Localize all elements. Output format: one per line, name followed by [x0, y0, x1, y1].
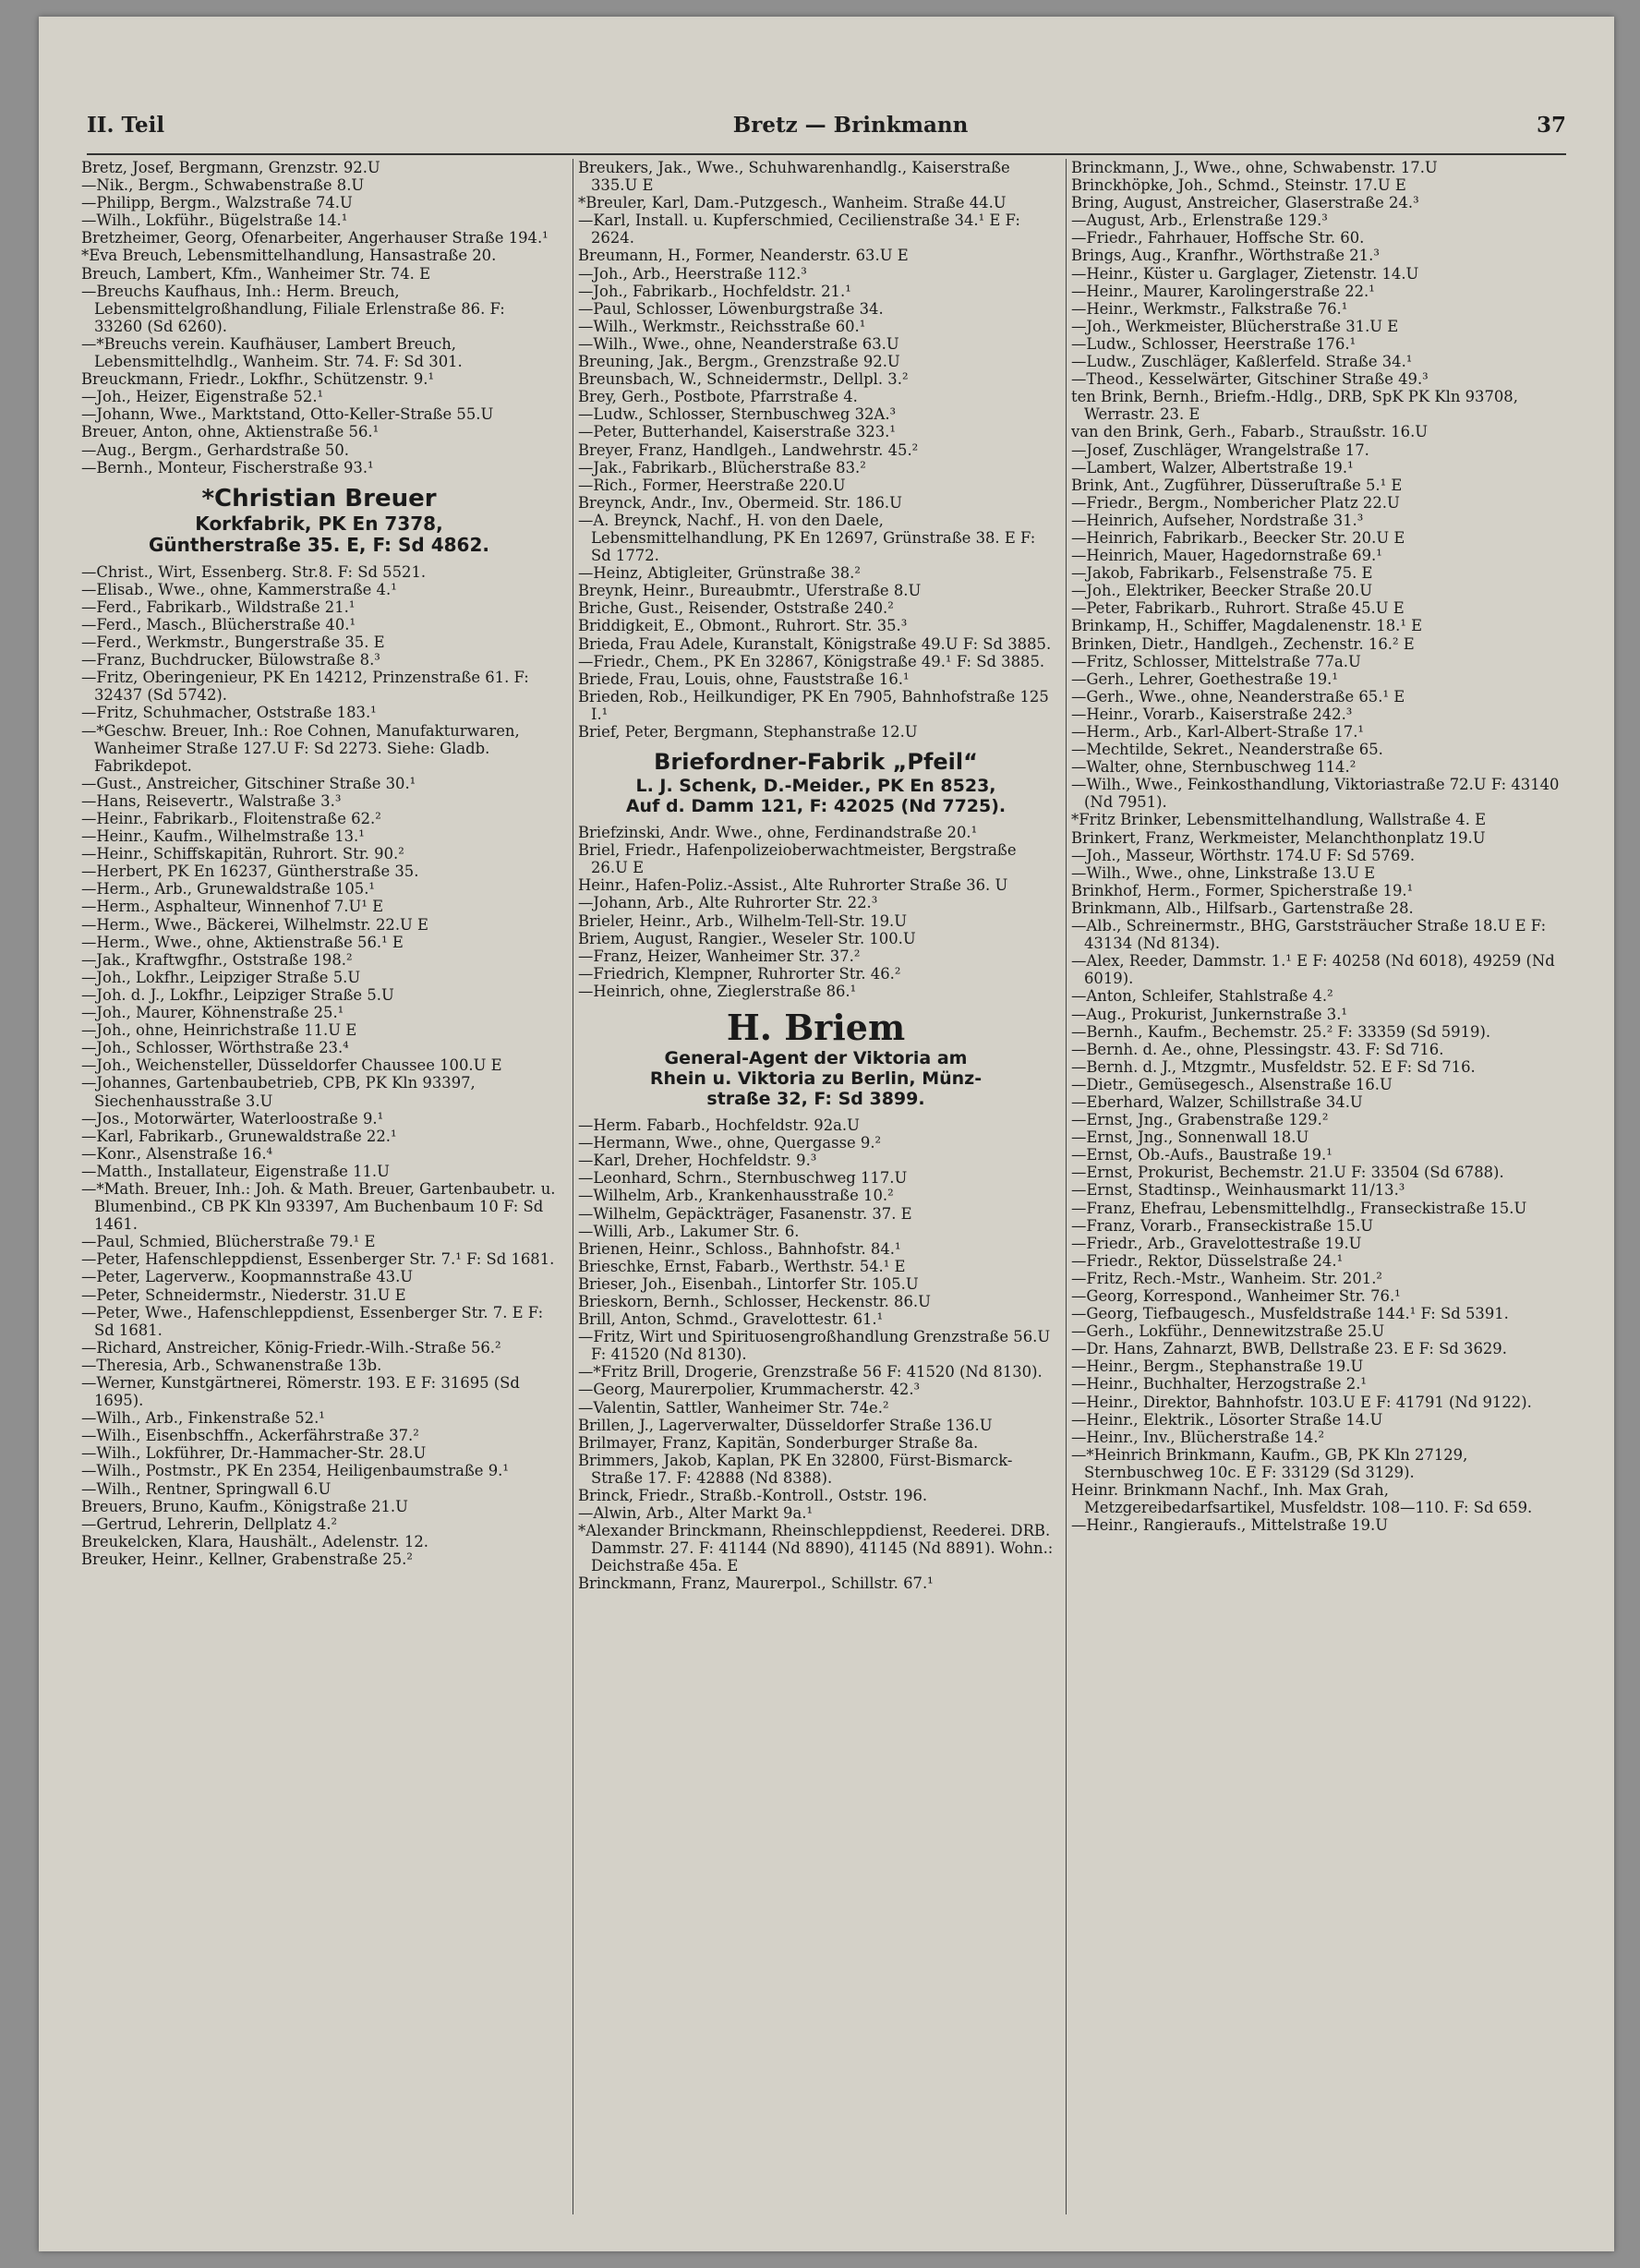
- directory-entry: —Fritz, Rech.-Mstr., Wanheim. Str. 201.²: [1071, 1269, 1382, 1287]
- directory-entry: —Heinr., Vorarb., Kaiserstraße 242.³: [1071, 705, 1353, 723]
- directory-entry: —Franz, Buchdrucker, Bülowstraße 8.³: [81, 651, 380, 670]
- directory-entry: —Heinr., Küster u. Garglager, Zietenstr. 14.U: [1071, 264, 1419, 283]
- ad-line: Auf d. Damm 121, F: 42025 (Nd 7725).: [625, 796, 1007, 817]
- directory-entry: —Bernh. d. J., Mtzgmtr., Musfeldstr. 52. E F: Sd 716.: [1071, 1057, 1476, 1076]
- directory-entry: —Wilh., Lokführer, Dr.-Hammacher-Str. 28.U: [81, 1444, 427, 1463]
- directory-entry: Breuers, Bruno, Kaufm., Königstraße 21.U: [81, 1497, 408, 1515]
- directory-entry: —Joh., Lokfhr., Leipziger Straße 5.U: [81, 968, 361, 986]
- directory-entry: —Heinrich, Aufseher, Nordstraße 31.³: [1071, 511, 1364, 529]
- directory-entry: —Bernh., Kaufm., Bechemstr. 25.² F: 33359 (Sd 5919).: [1071, 1022, 1491, 1041]
- directory-entry: Brieler, Heinr., Arb., Wilhelm-Tell-Str. 19.U: [578, 911, 908, 930]
- directory-entry: —Elisab., Wwe., ohne, Kammerstraße 4.¹: [81, 580, 397, 598]
- directory-entry: —Konr., Alsenstraße 16.⁴: [81, 1144, 273, 1163]
- directory-entry: —Johann, Wwe., Marktstand, Otto-Keller-Straße 55.U: [81, 405, 494, 424]
- directory-entry: —Ludw., Schlosser, Sternbuschweg 32A.³: [578, 405, 897, 424]
- directory-entry: —Eberhard, Walzer, Schillstraße 34.U: [1071, 1092, 1363, 1111]
- directory-entry: —Heinr., Buchhalter, Herzogstraße 2.¹: [1071, 1375, 1367, 1393]
- directory-entry: Brieden, Rob., Heilkundiger, PK En 7905, Bahnhofstraße 125 I.¹: [578, 687, 1049, 723]
- directory-entry: —Wilh., Wwe., ohne, Linkstraße 13.U E: [1071, 863, 1376, 882]
- directory-entry: —Friedr., Bergm., Nombericher Platz 22.U: [1071, 493, 1400, 512]
- directory-entry: Brill, Anton, Schmd., Gravelottestr. 61.¹: [578, 1310, 884, 1329]
- directory-entry: —Joh., Masseur, Wörthstr. 174.U F: Sd 5769.: [1071, 846, 1416, 864]
- directory-entry: Brinken, Dietr., Handlgeh., Zechenstr. 16.² E: [1071, 634, 1415, 653]
- directory-entry: —Willi, Arb., Lakumer Str. 6.: [578, 1222, 800, 1240]
- directory-entry: —Wilh., Werkmstr., Reichsstraße 60.¹: [578, 317, 866, 335]
- directory-entry: Breuning, Jak., Bergm., Grenzstraße 92.U: [578, 353, 900, 371]
- directory-entry: —Dietr., Gemüsegesch., Alsenstraße 16.U: [1071, 1075, 1393, 1093]
- directory-entry: —Joh., Heizer, Eigenstraße 52.¹: [81, 388, 324, 406]
- directory-entry: *Alexander Brinckmann, Rheinschleppdienst, Reederei. DRB. Dammstr. 27. F: 41144 (Nd 8890), 41145 (Nd 8891). Wohn.: Deichstraße 45a. E: [578, 1522, 1054, 1575]
- ad-line: General-Agent der Viktoria am: [664, 1048, 968, 1069]
- directory-entry: —Gerh., Wwe., ohne, Neanderstraße 65.¹ E: [1071, 687, 1405, 706]
- directory-entry: Breuch, Lambert, Kfm., Wanheimer Str. 74. E: [81, 264, 431, 283]
- directory-entry: —Breuchs Kaufhaus, Inh.: Herm. Breuch, Lebensmittelgroßhandlung, Filiale Erlenstraße 86. F: 33260 (Sd 6260).: [81, 282, 505, 335]
- directory-entry: —Jak., Fabrikarb., Blücherstraße 83.²: [578, 458, 866, 477]
- directory-entry: —Jakob, Fabrikarb., Felsenstraße 75. E: [1071, 564, 1373, 583]
- directory-entry: —Karl, Dreher, Hochfeldstr. 9.³: [578, 1152, 817, 1170]
- directory-entry: —Franz, Heizer, Wanheimer Str. 37.²: [578, 947, 861, 965]
- directory-entry: —Peter, Butterhandel, Kaiserstraße 323.¹: [578, 423, 896, 441]
- directory-entry: —Heinrich, ohne, Zieglerstraße 86.¹: [578, 982, 857, 1000]
- directory-entry: —Ernst, Jng., Sonnenwall 18.U: [1071, 1128, 1309, 1147]
- directory-entry: —Joh., Arb., Heerstraße 112.³: [578, 264, 807, 283]
- directory-entry: —Friedr., Chem., PK En 32867, Königstraße 49.¹ F: Sd 3885.: [578, 652, 1045, 670]
- directory-entry: —Wilh., Wwe., ohne, Neanderstraße 63.U: [578, 334, 899, 353]
- directory-entry: Brey, Gerh., Postbote, Pfarrstraße 4.: [578, 388, 858, 406]
- directory-entry: —Herm., Arb., Karl-Albert-Straße 17.¹: [1071, 723, 1364, 741]
- directory-entry: Heinr. Brinkmann Nachf., Inh. Max Grah, Metzgereibedarfsartikel, Musfeldstr. 108—110. F: Sd 659.: [1071, 1481, 1533, 1517]
- directory-entry: —Hans, Reisevertr., Walstraße 3.³: [81, 791, 342, 810]
- directory-entry: Brinckmann, Franz, Maurerpol., Schillstr. 67.¹: [578, 1574, 934, 1593]
- directory-entry: —Philipp, Bergm., Walzstraße 74.U: [81, 194, 353, 212]
- directory-entry: —Johannes, Gartenbaubetrieb, CPB, PK Kln 93397, Siechenhausstraße 3.U: [81, 1074, 476, 1110]
- directory-entry: Briel, Friedr., Hafenpolizeioberwachtmeister, Bergstraße 26.U E: [578, 841, 1017, 877]
- directory-entry: —Alb., Schreinermstr., BHG, Garststräucher Straße 18.U E F: 43134 (Nd 8134).: [1071, 917, 1547, 953]
- directory-entry: —*Breuchs verein. Kaufhäuser, Lambert Breuch, Lebensmittelhdlg., Wanheim. Str. 74. F: Sd 301.: [81, 334, 463, 371]
- directory-entry: Brienen, Heinr., Schloss., Bahnhofstr. 84.¹: [578, 1239, 901, 1258]
- directory-entry: —Wilhelm, Arb., Krankenhausstraße 10.²: [578, 1187, 894, 1205]
- page-header: [87, 113, 1566, 150]
- directory-entry: Brinkamp, H., Schiffer, Magdalenenstr. 18.¹ E: [1071, 617, 1423, 635]
- directory-entry: Brieskorn, Bernh., Schlosser, Heckenstr. 86.U: [578, 1292, 931, 1310]
- directory-entry: —Leonhard, Schrn., Sternbuschweg 117.U: [578, 1169, 908, 1188]
- directory-entry: —Franz, Vorarb., Franseckistraße 15.U: [1071, 1216, 1374, 1235]
- directory-entry: —Nik., Bergm., Schwabenstraße 8.U: [81, 176, 365, 195]
- ad-line: Rhein u. Viktoria zu Berlin, Münz-: [649, 1068, 983, 1090]
- directory-entry: —Friedr., Rektor, Düsselstraße 24.¹: [1071, 1251, 1344, 1270]
- directory-entry: —Wilh., Postmstr., PK En 2354, Heiligenbaumstraße 9.¹: [81, 1462, 509, 1480]
- directory-entry: —Ernst, Jng., Grabenstraße 129.²: [1071, 1111, 1329, 1129]
- directory-entry: *Eva Breuch, Lebensmittelhandlung, Hansastraße 20.: [81, 247, 497, 265]
- directory-entry: —August, Arb., Erlenstraße 129.³: [1071, 211, 1328, 230]
- directory-entry: —Karl, Install. u. Kupferschmied, Cecilienstraße 34.¹ E F: 2624.: [578, 211, 1020, 247]
- directory-entry: —Peter, Schneidermstr., Niederstr. 31.U E: [81, 1285, 406, 1304]
- directory-entry: Breyer, Franz, Handlgeh., Landwehrstr. 45.²: [578, 440, 919, 459]
- directory-entry: Breuckmann, Friedr., Lokfhr., Schützenstr. 9.¹: [81, 370, 435, 389]
- directory-entry: —Anton, Schleifer, Stahlstraße 4.²: [1071, 987, 1333, 1006]
- directory-entry: Brillen, J., Lagerverwalter, Düsseldorfer Straße 136.U: [578, 1416, 993, 1434]
- directory-entry: —Franz, Ehefrau, Lebensmittelhdlg., Franseckistraße 15.U: [1071, 1199, 1527, 1217]
- directory-entry: —Joh. d. J., Lokfhr., Leipziger Straße 5.U: [81, 985, 394, 1004]
- directory-entry: Bretzheimer, Georg, Ofenarbeiter, Angerhauser Straße 194.¹: [81, 229, 549, 247]
- directory-entry: —Theod., Kesselwärter, Gitschiner Straße 49.³: [1071, 370, 1429, 389]
- directory-entry: —Herm., Asphalteur, Winnenhof 7.U¹ E: [81, 898, 384, 916]
- directory-entry: —Heinr., Kaufm., Wilhelmstraße 13.¹: [81, 827, 365, 846]
- directory-entry: —Aug., Prokurist, Junkernstraße 3.¹: [1071, 1005, 1348, 1023]
- directory-entry: —Heinr., Maurer, Karolingerstraße 22.¹: [1071, 282, 1375, 300]
- ad-title: H. Briem: [726, 1007, 906, 1049]
- directory-entry: —Fritz, Oberingenieur, PK En 14212, Prinzenstraße 61. F: 32437 (Sd 5742).: [81, 669, 529, 705]
- directory-entry: Brinckmann, J., Wwe., ohne, Schwabenstr. 17.U: [1071, 159, 1438, 176]
- directory-entry: —Jos., Motorwärter, Waterloostraße 9.¹: [81, 1109, 384, 1128]
- directory-entry: —Georg, Korrespond., Wanheimer Str. 76.¹: [1071, 1287, 1401, 1305]
- directory-entry: —Bernh. d. Ae., ohne, Plessingstr. 43. F: Sd 716.: [1071, 1040, 1444, 1058]
- directory-entry: —Mechtilde, Sekret., Neanderstraße 65.: [1071, 741, 1383, 759]
- directory-entry: Brieda, Frau Adele, Kuranstalt, Königstraße 49.U F: Sd 3885.: [578, 634, 1052, 653]
- directory-entry: —Herm., Arb., Grunewaldstraße 105.¹: [81, 880, 375, 899]
- directory-entry: Brinckhöpke, Joh., Schmd., Steinstr. 17.U E: [1071, 176, 1406, 195]
- ad-title: *Christian Breuer: [201, 484, 437, 513]
- directory-entry: —Wilh., Lokführ., Bügelstraße 14.¹: [81, 211, 348, 230]
- name-range: Bretz — Brinkmann: [732, 113, 969, 138]
- directory-entry: Heinr., Hafen-Poliz.-Assist., Alte Ruhrorter Straße 36. U: [578, 876, 1008, 895]
- directory-entry: —Wilh., Rentner, Springwall 6.U: [81, 1479, 332, 1498]
- directory-entry: —Wilh., Wwe., Feinkosthandlung, Viktoriastraße 72.U F: 43140 (Nd 7951).: [1071, 776, 1560, 812]
- directory-entry: *Fritz Brinker, Lebensmittelhandlung, Wallstraße 4. E: [1071, 811, 1487, 829]
- directory-entry: Briddigkeit, E., Obmont., Ruhrort. Str. 35.³: [578, 617, 908, 635]
- directory-entry: Bring, August, Anstreicher, Glaserstraße 24.³: [1071, 194, 1419, 212]
- ad-christian-breuer: [81, 484, 557, 556]
- directory-entry: Brimmers, Jakob, Kaplan, PK En 32800, Fürst-Bismarck-Straße 17. F: 42888 (Nd 8388).: [578, 1451, 1013, 1487]
- directory-entry: —Karl, Fabrikarb., Grunewaldstraße 22.¹: [81, 1127, 397, 1145]
- directory-entry: —Fritz, Wirt und Spirituosengroßhandlung Grenzstraße 56.U F: 41520 (Nd 8130).: [578, 1328, 1051, 1364]
- directory-entry: Breunsbach, W., Schneidermstr., Dellpl. 3.²: [578, 370, 909, 389]
- directory-entry: —Joh., ohne, Heinrichstraße 11.U E: [81, 1021, 357, 1040]
- directory-entry: —Joh., Schlosser, Wörthstraße 23.⁴: [81, 1039, 349, 1057]
- directory-entry: —Hermann, Wwe., ohne, Quergasse 9.²: [578, 1134, 882, 1152]
- directory-entry: Brinkhof, Herm., Former, Spicherstraße 19.¹: [1071, 881, 1414, 899]
- directory-entry: —Friedr., Fahrhauer, Hoffsche Str. 60.: [1071, 229, 1365, 247]
- ad-line: L. J. Schenk, D.-Meider., PK En 8523,: [635, 776, 996, 797]
- directory-entry: —Heinr., Direktor, Bahnhofstr. 103.U E F: 41791 (Nd 9122).: [1071, 1393, 1532, 1411]
- directory-entry: —Jak., Kraftwgfhr., Oststraße 198.²: [81, 950, 353, 969]
- directory-entry: —Heinr., Schiffskapitän, Ruhrort. Str. 90.²: [81, 845, 404, 863]
- directory-entry: van den Brink, Gerh., Fabarb., Straußstr. 16.U: [1071, 423, 1429, 441]
- column-3: [1071, 159, 1570, 2214]
- directory-entry: —Gerh., Lehrer, Goethestraße 19.¹: [1071, 670, 1338, 688]
- directory-entry: Brinkmann, Alb., Hilfsarb., Gartenstraße 28.: [1071, 899, 1414, 917]
- directory-entry: —Werner, Kunstgärtnerei, Römerstr. 193. E F: 31695 (Sd 1695).: [81, 1374, 520, 1410]
- directory-entry: Briche, Gust., Reisender, Oststraße 240.²: [578, 599, 894, 618]
- directory-entry: —Herm., Wwe., Bäckerei, Wilhelmstr. 22.U E: [81, 915, 429, 934]
- directory-entry: —A. Breynck, Nachf., H. von den Daele, Lebensmittelhandlung, PK En 12697, Grünstraße 38. E F: Sd 1772.: [578, 511, 1036, 565]
- directory-entry: Briefzinski, Andr. Wwe., ohne, Ferdinandstraße 20.¹: [578, 824, 978, 842]
- directory-entry: —Peter, Lagerverw., Koopmannstraße 43.U: [81, 1268, 414, 1286]
- directory-entry: —*Heinrich Brinkmann, Kaufm., GB, PK Kln 27129, Sternbuschweg 10c. E F: 33129 (Sd 3129).: [1071, 1445, 1468, 1481]
- directory-entry: —Heinz, Abtigleiter, Grünstraße 38.²: [578, 564, 861, 583]
- directory-entry: —Ernst, Prokurist, Bechemstr. 21.U F: 33504 (Sd 6788).: [1071, 1164, 1504, 1182]
- directory-entry: —Heinrich, Mauer, Hagedornstraße 69.¹: [1071, 547, 1382, 565]
- directory-entry: Brieser, Joh., Eisenbah., Lintorfer Str. 105.U: [578, 1274, 919, 1293]
- directory-entry: —Ferd., Werkmstr., Bungerstraße 35. E: [81, 633, 385, 652]
- directory-entry: —*Fritz Brill, Drogerie, Grenzstraße 56 F: 41520 (Nd 8130).: [578, 1363, 1043, 1381]
- directory-entry: —Aug., Bergm., Gerhardstraße 50.: [81, 440, 349, 459]
- directory-entry: *Breuler, Karl, Dam.-Putzgesch., Wanheim. Straße 44.U: [578, 194, 1007, 212]
- ad-title: Briefordner-Fabrik „Pfeil“: [654, 749, 978, 776]
- directory-entry: —Alex, Reeder, Dammstr. 1.¹ E F: 40258 (Nd 6018), 49259 (Nd 6019).: [1071, 952, 1555, 988]
- directory-entry: Briem, August, Rangier., Weseler Str. 100.U: [578, 929, 916, 947]
- ad-line: Güntherstraße 35. E, F: Sd 4862.: [149, 533, 489, 556]
- directory-entry: —Wilh., Arb., Finkenstraße 52.¹: [81, 1409, 325, 1428]
- directory-entry: —Alwin, Arb., Alter Markt 9a.¹: [578, 1504, 814, 1523]
- directory-entry: Breukelcken, Klara, Haushält., Adelenstr. 12.: [81, 1532, 428, 1550]
- page-number: 37: [1536, 113, 1566, 138]
- ad-h-briem: [578, 1007, 1054, 1109]
- directory-entry: —Ferd., Masch., Blücherstraße 40.¹: [81, 615, 356, 633]
- directory-entry: —Paul, Schlosser, Löwenburgstraße 34.: [578, 299, 884, 318]
- directory-entry: —Joh., Weichensteller, Düsseldorfer Chaussee 100.U E: [81, 1056, 502, 1075]
- directory-entry: Breuker, Heinr., Kellner, Grabenstraße 25.²: [81, 1550, 413, 1568]
- directory-entry: —Heinr., Fabrikarb., Floitenstraße 62.²: [81, 810, 381, 827]
- directory-entry: —Matth., Installateur, Eigenstraße 11.U: [81, 1162, 390, 1180]
- directory-entry: —Peter, Hafenschleppdienst, Essenberger Str. 7.¹ F: Sd 1681.: [81, 1250, 555, 1269]
- directory-entry: —Rich., Former, Heerstraße 220.U: [578, 476, 846, 494]
- directory-entry: —Herm. Fabarb., Hochfeldstr. 92a.U: [578, 1116, 860, 1135]
- directory-entry: —Ferd., Fabrikarb., Wildstraße 21.¹: [81, 597, 356, 616]
- ad-briefordner-fabrik: [578, 748, 1054, 816]
- column-2: [578, 159, 1054, 2214]
- directory-entry: Brink, Ant., Zugführer, Düsseruſtraße 5.¹ E: [1071, 476, 1403, 494]
- directory-entry: —Johann, Arb., Alte Ruhrorter Str. 22.³: [578, 894, 878, 912]
- directory-entry: —*Geschw. Breuer, Inh.: Roe Cohnen, Manufakturwaren, Wanheimer Straße 127.U F: Sd 2273. Siehe: Gladb. Fabrikdepot.: [81, 721, 520, 775]
- directory-entry: Brief, Peter, Bergmann, Stephanstraße 12.U: [578, 723, 918, 741]
- directory-entry: —Joh., Werkmeister, Blücherstraße 31.U E: [1071, 317, 1399, 335]
- directory-entry: —Richard, Anstreicher, König-Friedr.-Wilh.-Straße 56.²: [81, 1338, 501, 1357]
- directory-entry: Breukers, Jak., Wwe., Schuhwarenhandlg., Kaiserstraße 335.U E: [578, 159, 1010, 195]
- directory-entry: Brieschke, Ernst, Fabarb., Werthstr. 54.¹ E: [578, 1257, 906, 1275]
- directory-entry: —Gertrud, Lehrerin, Dellplatz 4.²: [81, 1514, 338, 1533]
- directory-entry: —Fritz, Schlosser, Mittelstraße 77a.U: [1071, 652, 1361, 670]
- directory-entry: —Christ., Wirt, Essenberg. Str.8. F: Sd 5521.: [81, 562, 427, 581]
- directory-entry: Briede, Frau, Louis, ohne, Fauststraße 16.¹: [578, 670, 910, 688]
- directory-entry: —Joh., Maurer, Köhnenstraße 25.¹: [81, 1004, 344, 1022]
- directory-entry: —Joh., Fabrikarb., Hochfeldstr. 21.¹: [578, 282, 851, 300]
- directory-entry: —Dr. Hans, Zahnarzt, BWB, Dellstraße 23. E F: Sd 3629.: [1071, 1340, 1507, 1358]
- directory-entry: —Ludw., Schlosser, Heerstraße 176.¹: [1071, 334, 1357, 353]
- header-rule: [87, 153, 1566, 155]
- directory-entry: —Valentin, Sattler, Wanheimer Str. 74e.²: [578, 1398, 889, 1417]
- directory-entry: —Gust., Anstreicher, Gitschiner Straße 30.¹: [81, 774, 416, 792]
- directory-entry: —Heinr., Werkmstr., Falkstraße 76.¹: [1071, 299, 1348, 318]
- directory-entry: —Walter, ohne, Sternbuschweg 114.²: [1071, 758, 1357, 777]
- directory-entry: —Gerh., Lokführ., Dennewitzstraße 25.U: [1071, 1322, 1385, 1341]
- directory-entry: —Josef, Zuschläger, Wrangelstraße 17.: [1071, 440, 1369, 459]
- directory-entry: Breuer, Anton, ohne, Aktienstraße 56.¹: [81, 423, 380, 441]
- directory-entry: ten Brink, Bernh., Briefm.-Hdlg., DRB, SpK PK Kln 93708, Werrastr. 23. E: [1071, 388, 1518, 424]
- part-label: II. Teil: [87, 113, 165, 138]
- directory-entry: Breumann, H., Former, Neanderstr. 63.U E: [578, 247, 909, 265]
- directory-entry: Brings, Aug., Kranfhr., Wörthstraße 21.³: [1071, 247, 1380, 265]
- directory-entry: —Lambert, Walzer, Albertstraße 19.¹: [1071, 458, 1354, 477]
- directory-entry: Bretz, Josef, Bergmann, Grenzstr. 92.U: [81, 159, 380, 176]
- directory-entry: —Heinr., Rangieraufs., Mittelstraße 19.U: [1071, 1516, 1389, 1535]
- directory-page: [39, 17, 1614, 2251]
- directory-entry: —Friedr., Arb., Gravelottestraße 19.U: [1071, 1234, 1362, 1252]
- directory-entry: —Georg, Maurerpolier, Krummacherstr. 42.³: [578, 1381, 921, 1399]
- directory-entry: Breynck, Andr., Inv., Obermeid. Str. 186.U: [578, 493, 902, 512]
- directory-entry: —Heinr., Elektrik., Lösorter Straße 14.U: [1071, 1410, 1383, 1429]
- column-1: [81, 159, 557, 2214]
- directory-entry: Brinck, Friedr., Straßb.-Kontroll., Oststr. 196.: [578, 1487, 928, 1504]
- directory-entry: —Heinr., Inv., Blücherstraße 14.²: [1071, 1428, 1325, 1446]
- directory-entry: —Ernst, Ob.-Aufs., Baustraße 19.¹: [1071, 1146, 1332, 1164]
- directory-entry: —Heinr., Bergm., Stephanstraße 19.U: [1071, 1357, 1364, 1376]
- directory-entry: —Peter, Wwe., Hafenschleppdienst, Essenberger Str. 7. E F: Sd 1681.: [81, 1303, 544, 1339]
- directory-entry: —Heinrich, Fabrikarb., Beecker Str. 20.U E: [1071, 528, 1405, 547]
- directory-entry: —Ernst, Stadtinsp., Weinhausmarkt 11/13.³: [1071, 1181, 1405, 1200]
- directory-entry: —Fritz, Schuhmacher, Oststraße 183.¹: [81, 704, 377, 722]
- directory-entry: —Theresia, Arb., Schwanenstraße 13b.: [81, 1356, 382, 1374]
- directory-entry: —*Math. Breuer, Inh.: Joh. & Math. Breuer, Gartenbaubetr. u. Blumenbind., CB PK Kln 93397, Am Buchenbaum 10 F: Sd 1461.: [81, 1179, 556, 1234]
- directory-entry: —Wilh., Eisenbschffn., Ackerfährstraße 37.²: [81, 1427, 419, 1445]
- column-divider: [1066, 159, 1067, 2214]
- directory-entry: Brinkert, Franz, Werkmeister, Melanchthonplatz 19.U: [1071, 828, 1486, 847]
- directory-entry: —Friedrich, Klempner, Ruhrorter Str. 46.²: [578, 964, 901, 983]
- directory-entry: —Joh., Elektriker, Beecker Straße 20.U: [1071, 582, 1373, 600]
- ad-line: Korkfabrik, PK En 7378,: [195, 512, 443, 535]
- directory-entry: —Paul, Schmied, Blücherstraße 79.¹ E: [81, 1233, 376, 1251]
- directory-entry: —Herm., Wwe., ohne, Aktienstraße 56.¹ E: [81, 933, 404, 951]
- directory-entry: —Peter, Fabrikarb., Ruhrort. Straße 45.U E: [1071, 599, 1405, 618]
- directory-entry: —Bernh., Monteur, Fischerstraße 93.¹: [81, 458, 374, 477]
- directory-entry: —Herbert, PK En 16237, Güntherstraße 35.: [81, 863, 419, 881]
- directory-entry: —Ludw., Zuschläger, Kaßlerfeld. Straße 34.¹: [1071, 353, 1413, 371]
- ad-line: straße 32, F: Sd 3899.: [706, 1089, 925, 1110]
- directory-entry: Brilmayer, Franz, Kapitän, Sonderburger Straße 8a.: [578, 1433, 979, 1452]
- directory-entry: —Wilhelm, Gepäckträger, Fasanenstr. 37. E: [578, 1204, 912, 1223]
- directory-entry: Breynk, Heinr., Bureaubmtr., Uferstraße 8.U: [578, 582, 922, 600]
- directory-entry: —Georg, Tiefbaugesch., Musfeldstraße 144.¹ F: Sd 5391.: [1071, 1305, 1509, 1323]
